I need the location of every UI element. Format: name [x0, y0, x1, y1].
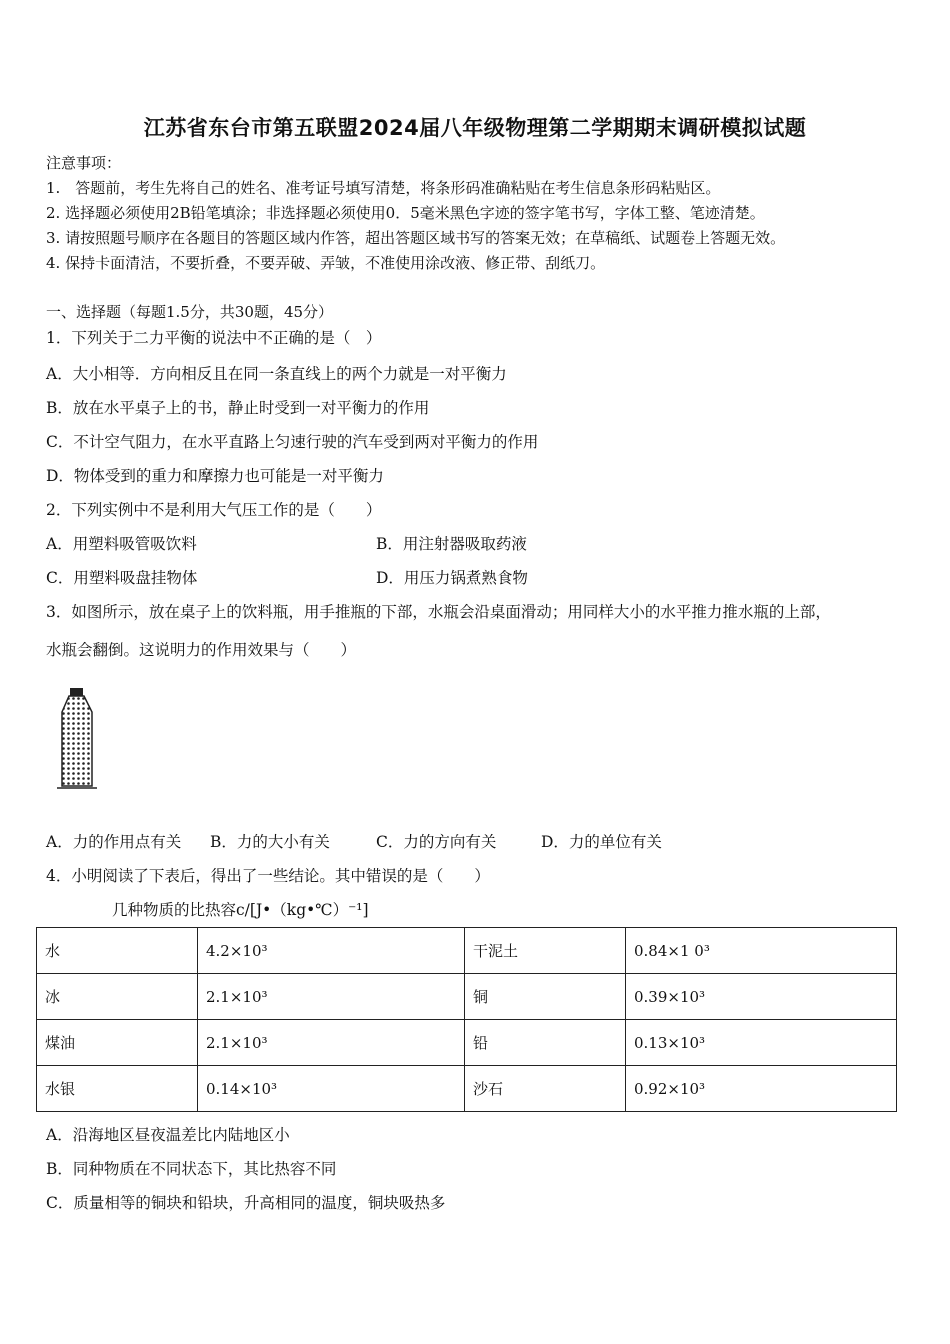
table-cell: 水银 — [37, 1066, 198, 1112]
q3-option-b: B．力的大小有关 — [210, 833, 330, 851]
q1-option-b: B．放在水平桌子上的书，静止时受到一对平衡力的作用 — [46, 399, 430, 417]
q1-option-d: D．物体受到的重力和摩擦力也可能是一对平衡力 — [46, 467, 384, 485]
table-cell: 2.1×10³ — [198, 974, 465, 1020]
table-cell: 铜 — [465, 974, 626, 1020]
notice-item: 2. 选择题必须使用2B铅笔填涂；非选择题必须使用0．5毫米黑色字迹的签字笔书写，字体工整、笔迹清楚。 — [46, 204, 765, 222]
q3-option-c: C．力的方向有关 — [376, 833, 497, 851]
q2-option-b: B．用注射器吸取药液 — [376, 535, 527, 553]
table-cell: 干泥土 — [465, 928, 626, 974]
specific-heat-table — [36, 927, 897, 1112]
table-row — [37, 1066, 897, 1112]
table-caption: 几种物质的比热容c/[J•（kg•℃）⁻¹] — [112, 901, 369, 919]
table-cell: 4.2×10³ — [198, 928, 465, 974]
page-title: 江苏省东台市第五联盟2024届八年级物理第二学期期末调研模拟试题 — [143, 116, 807, 140]
section-heading: 一、选择题（每题1.5分，共30题，45分） — [46, 303, 334, 321]
table-cell: 0.13×10³ — [626, 1020, 897, 1066]
q2-stem: 2．下列实例中不是利用大气压工作的是（ ） — [46, 501, 382, 519]
table-cell: 0.84×1 0³ — [626, 928, 897, 974]
q3-option-d: D．力的单位有关 — [541, 833, 662, 851]
table-row — [37, 974, 897, 1020]
q3-option-a: A．力的作用点有关 — [46, 833, 182, 851]
table-cell: 冰 — [37, 974, 198, 1020]
q4-option-c: C．质量相等的铜块和铅块，升高相同的温度，铜块吸热多 — [46, 1194, 446, 1212]
table-cell: 0.39×10³ — [626, 974, 897, 1020]
notice-item: 4. 保持卡面清洁，不要折叠，不要弄破、弄皱，不准使用涂改液、修正带、刮纸刀。 — [46, 254, 606, 272]
q2-option-c: C．用塑料吸盘挂物体 — [46, 569, 198, 587]
notice-item: 3. 请按照题号顺序在各题目的答题区域内作答，超出答题区域书写的答案无效；在草稿纸、试题卷上答题无效。 — [46, 229, 786, 247]
table-cell: 沙石 — [465, 1066, 626, 1112]
table-row — [37, 928, 897, 974]
table-cell: 铅 — [465, 1020, 626, 1066]
q1-stem: 1．下列关于二力平衡的说法中不正确的是（ ） — [46, 329, 382, 347]
notice-item: 1. 答题前，考生先将自己的姓名、准考证号填写清楚，将条形码准确粘贴在考生信息条形码粘贴区。 — [46, 179, 721, 197]
q2-option-a: A．用塑料吸管吸饮料 — [46, 535, 197, 553]
q3-stem: 水瓶会翻倒。这说明力的作用效果与（ ） — [46, 641, 357, 659]
q4-stem: 4．小明阅读了下表后，得出了一些结论。其中错误的是（ ） — [46, 867, 490, 885]
notice-heading: 注意事项： — [46, 154, 122, 172]
q1-option-c: C．不计空气阻力，在水平直路上匀速行驶的汽车受到两对平衡力的作用 — [46, 433, 539, 451]
table-cell: 煤油 — [37, 1020, 198, 1066]
table-cell: 0.14×10³ — [198, 1066, 465, 1112]
table-row — [37, 1020, 897, 1066]
q4-option-b: B．同种物质在不同状态下，其比热容不同 — [46, 1160, 337, 1178]
table-cell: 水 — [37, 928, 198, 974]
bottle-figure — [56, 686, 98, 792]
table-cell: 0.92×10³ — [626, 1066, 897, 1112]
q3-stem: 3．如图所示，放在桌子上的饮料瓶，用手推瓶的下部，水瓶会沿桌面滑动；用同样大小的水平推力推水瓶的上部， — [46, 603, 831, 621]
q1-option-a: A．大小相等．方向相反且在同一条直线上的两个力就是一对平衡力 — [46, 365, 507, 383]
q2-option-d: D．用压力锅煮熟食物 — [376, 569, 528, 587]
table-cell: 2.1×10³ — [198, 1020, 465, 1066]
q4-option-a: A．沿海地区昼夜温差比内陆地区小 — [46, 1126, 290, 1144]
